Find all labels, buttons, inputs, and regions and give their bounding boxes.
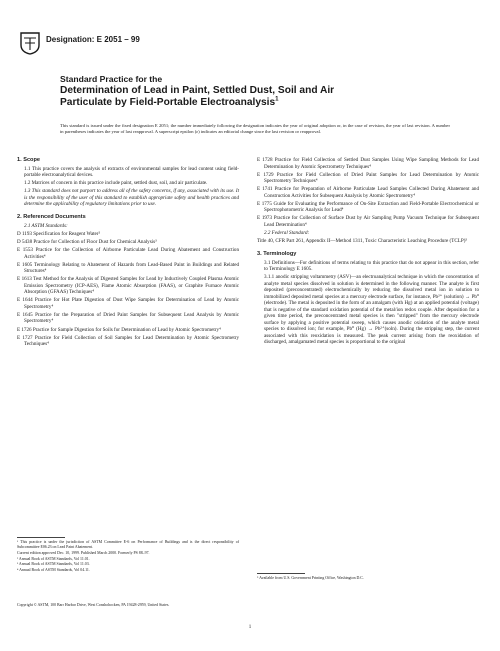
ref-item: D 5438 Practice for Collection of Floor Dust for Chemical Analysis³ [17, 238, 157, 245]
title-line-1: Standard Practice for the [60, 74, 163, 84]
ref-item: D 1193 Specification for Reagent Water² [17, 230, 101, 237]
footnote: ⁴ Annual Book of ASTM Standards, Vol 04.11. [17, 568, 90, 573]
page-number: 1 [248, 625, 252, 630]
astm-logo [19, 31, 41, 55]
title-footnote-ref: 1 [275, 95, 279, 103]
ref-item: E 1613 Test Method for the Analysis of Digested Samples for Lead by Inductively Coupled Plasma Atomic Emission Spectrometry (ICP-AES), Flame Atomic Absorption (FAAS), or Graphite Furnace Atomic Absorption (GFAAS) Techniques⁴ [17, 276, 239, 296]
right-column [257, 157, 479, 347]
ref-item: E 1973 Practice for Collection of Surface Dust by Air Sampling Pump Vacuum Technique for Subsequent Lead Determination⁴ [257, 215, 479, 228]
federal-ref: Title 40, CFR Part 261, Appendix II—Method 1311, Toxic Characteristic Leaching Procedure (TCLP)⁵ [257, 238, 468, 245]
terminology-para-1: 3.1 Definitions—For definitions of terms relating to this practice that do not appear in this section, refer to Terminology E 1605. [264, 259, 479, 273]
scope-safety-para: 1.3 This standard does not purport to address all of the safety concerns, if any, associated with its use. It is the responsibility of the user of this standard to establish appropriate safety and health practices and determine the applicability of regulatory limitations prior to use. [24, 188, 239, 208]
scope-para-1: 1.1 This practice covers the analysis of extracts of environmental samples for lead content using field-portable electroanalytical devices. [24, 165, 239, 178]
right-footnotes [257, 576, 479, 582]
footnote: ⁵ Available from U.S. Government Printing Office, Washington D.C. [257, 576, 364, 580]
refs-heading: 2. Referenced Documents [17, 214, 86, 221]
footnote-rule-left [17, 537, 65, 538]
intro-note: This standard is issued under the fixed designation E 2051; the number immediately following the designation indicates the year of original adoption or, in the case of revision, the year of last revision. A number in parentheses indicates the year of last reapproval. A superscript epsilon (ε) indicates an editorial change since the last revision or reapproval. [60, 123, 450, 134]
title-line-3 [60, 97, 480, 109]
ref-item: E 1741 Practice for Preparation of Airborne Particulate Lead Samples Collected During Abatement and Construction Activities for Subsequent Analysis by Atomic Spectrometry⁴ [257, 186, 479, 199]
federal-standard-label: 2.2 Federal Standard: [264, 229, 310, 236]
designation: Designation: E 2051 – 99 [46, 35, 140, 44]
terminology-para-2: 3.1.1 anodic stripping voltammetry (ASV)—an electroanalytical technique in which the concentration of analyte metal species dissolved in solution is determined in the following manner. The analyte is first deposited (preconcentrated) electrochemically by reducing the dissolved metal ion in solution to immobilized deposited metal species at a mercury electrode surface, for instance, Pb²⁺ (solution) → Pb⁰ (electrode). The metal is deposited in the form of an amalgam (with Hg) at an applied potential (voltage) that is negative of the standard oxidation potential of the metal/ion redox couple. After deposition for a given time period, the preconcentrated metal species is then "stripped" from the mercury electrode surface by applying a positive potential sweep, which causes anodic oxidation of the analyte metal species to dissolved ion; for example, Pb⁰ (Hg) → Pb²⁺(soln). During the stripping step, the current associated with this reoxidation is measured. The peak current arising from the reoxidation of discharged, amalgamated metal species is proportional to the original [264, 274, 479, 346]
footnote: ¹ This practice is under the jurisdiction of ASTM Committee E-6 on Performance of Buildings and is the direct responsibility of Subcommittee E06.23 on Lead Paint Abatement. [17, 540, 239, 549]
scope-para-2: 1.2 Matrices of concern in this practice include paint, settled dust, soil, and air particulate. [24, 180, 208, 187]
ref-item: E 1727 Practice for Field Collection of Soil Samples for Lead Determination by Atomic Spectrometry Techniques⁴ [17, 334, 239, 348]
ref-item: E 1645 Practice for the Preparation of Dried Paint Samples for Subsequent Lead Analysis by Atomic Spectrometry⁴ [17, 311, 239, 325]
left-footnotes [17, 540, 239, 574]
footnote-rule-right [257, 573, 305, 574]
ref-item: E 1775 Guide for Evaluating the Performance of On-Site Extraction and Field-Portable Electrochemical or Spectrophotometric Analysis for Lead⁴ [257, 200, 479, 214]
terminology-heading: 3. Terminology [257, 251, 297, 258]
ref-item: E 1553 Practice for the Collection of Airborne Particulate Lead During Abatement and Construction Activities⁴ [17, 247, 239, 260]
left-column [17, 157, 239, 349]
footnote: ² Annual Book of ASTM Standards, Vol 11.01. [17, 556, 90, 561]
scope-heading: 1. Scope [17, 157, 41, 163]
ref-item: E 1726 Practice for Sample Digestion for Soils for Determination of Lead by Atomic Spectrometry⁴ [17, 326, 221, 333]
ref-item: E 1644 Practice for Hot Plate Digestion of Dust Wipe Samples for Determination of Lead by Atomic Spectrometry⁴ [17, 297, 239, 310]
title-line-2: Determination of Lead in Paint, Settled Dust, Soil and Air [60, 85, 335, 96]
copyright-line: Copyright © ASTM, 100 Barr Harbor Drive, West Conshohocken, PA 19428-2959, United States. [17, 603, 170, 607]
footnote: ³ Annual Book of ASTM Standards, Vol 11.03. [17, 562, 90, 567]
ref-item: E 1728 Practice for Field Collection of Settled Dust Samples Using Wipe Sampling Methods for Lead Determination by Atomic Spectrometry Techniques⁴ [257, 157, 479, 170]
document-title [60, 74, 480, 109]
title-line-3-text: Particulate by Field-Portable Electroanalysis [60, 97, 276, 108]
ref-item: E 1729 Practice for Field Collection of Dried Paint Samples for Lead Determination by Atomic Spectrometry Techniques⁴ [257, 171, 479, 185]
footnote: Current edition approved Dec. 10, 1999. Published March 2000. Formerly PS 88–97. [17, 550, 150, 555]
astm-standards-label: 2.1 ASTM Standards: [24, 222, 68, 229]
ref-item: E 1605 Terminology Relating to Abatement of Hazards from Lead-Based Paint in Buildings and Related Structures⁴ [17, 261, 239, 275]
